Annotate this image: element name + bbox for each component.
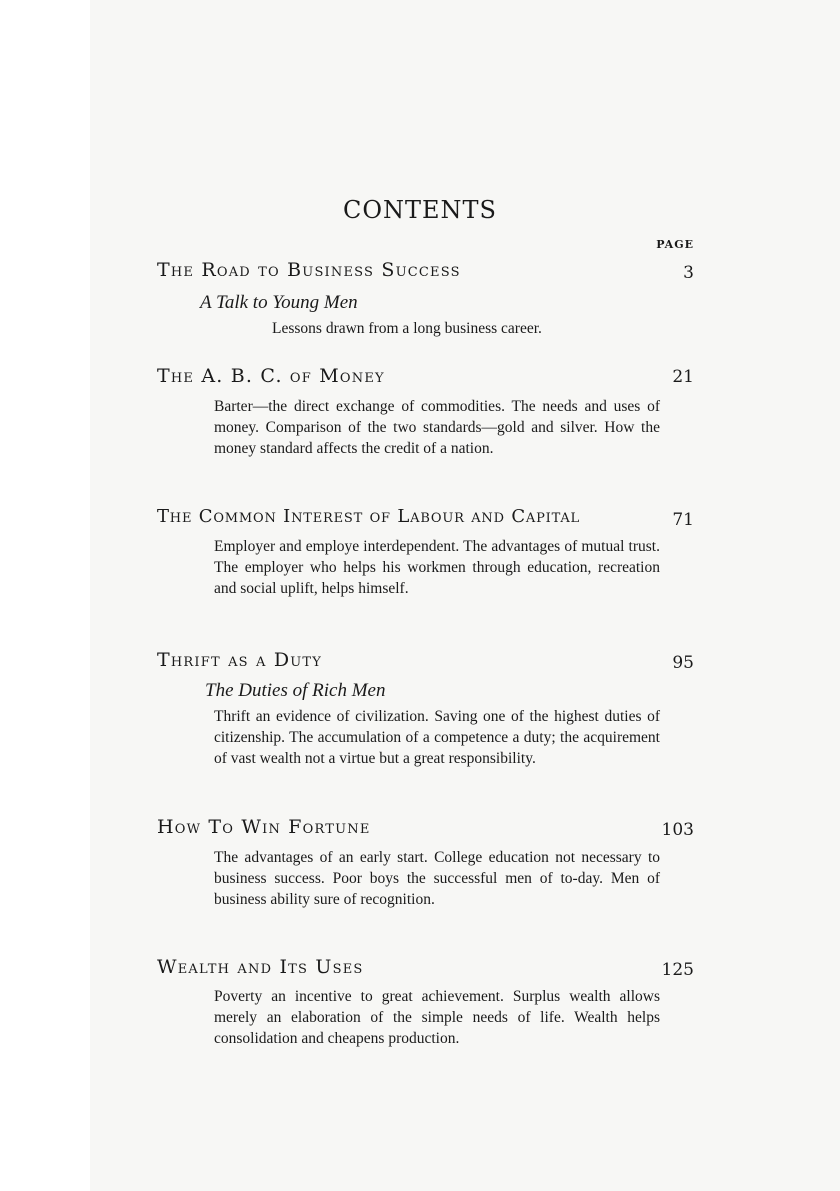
entry-page-number: 71 [672,510,694,530]
entry-title[interactable]: The Common Interest of Labour and Capital [157,506,580,527]
entry-description: The advantages of an early start. College education not necessary to business success. Poor boys the successful men of to-day. Men of business ability sure of recognition. [214,849,660,908]
entry-title[interactable]: How To Win Fortune [157,816,371,838]
entry-page-number: 95 [672,653,694,673]
entry-title[interactable]: The A. B. C. of Money [157,365,385,387]
entry-description: Barter—the direct exchange of commodities. The needs and uses of money. Comparison of the two standards—gold and silver. How the money standard affects the credit of a nation. [214,398,660,457]
entry-title[interactable]: The Road to Business Success [157,259,461,281]
entry-title[interactable]: Thrift as a Duty [157,649,323,671]
entry-description: Employer and employe interdependent. The advantages of mutual trust. The employer who helps his workmen through education, recreation and social uplift, helps himself. [214,538,660,597]
contents-heading: CONTENTS [342,196,497,224]
entry-description: Thrift an evidence of civilization. Saving one of the highest duties of citizenship. The accumulation of a competence a duty; the acquirement of vast wealth not a virtue but a great responsibility. [214,708,660,767]
entry-page-number: 103 [661,820,694,840]
entry-page-number: 3 [683,263,694,283]
page-column-label: PAGE [656,238,694,251]
entry-description: Lessons drawn from a long business career. [272,320,542,337]
entry-page-number: 125 [661,960,694,980]
entry-subtitle: A Talk to Young Men [200,292,358,313]
entry-subtitle: The Duties of Rich Men [205,680,386,701]
entry-title[interactable]: Wealth and Its Uses [157,956,364,978]
entry-page-number: 21 [672,367,694,387]
entry-description: Poverty an incentive to great achievement. Surplus wealth allows merely an elaboration of the simple needs of life. Wealth helps consolidation and cheapens production. [214,988,660,1047]
